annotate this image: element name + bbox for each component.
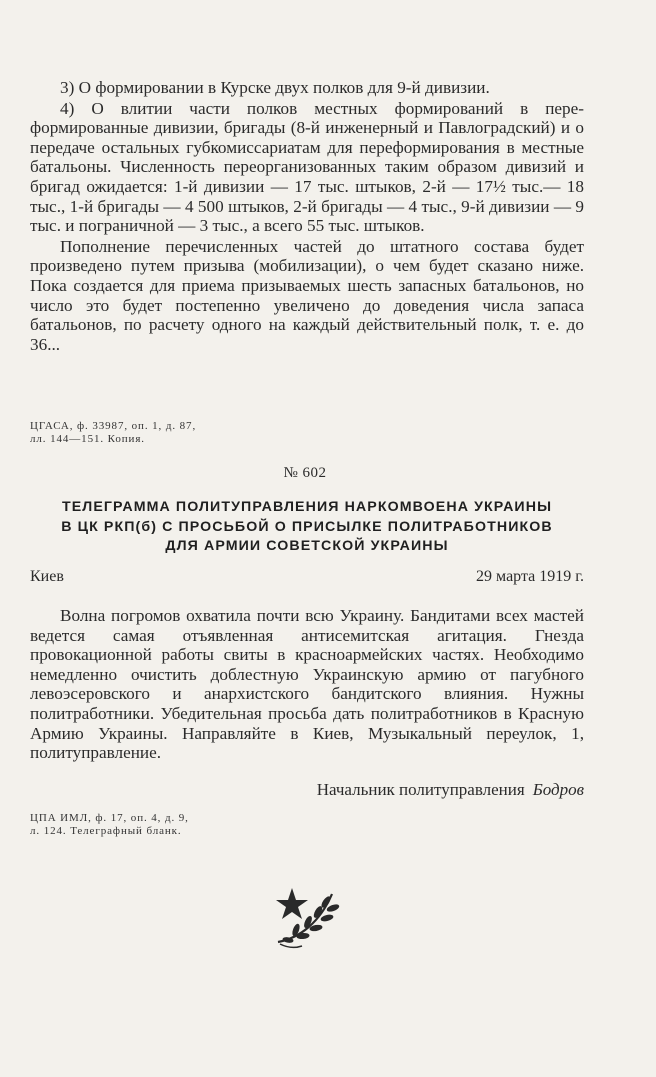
telegram-body [30,606,584,763]
paragraph-item-3: 3) О формировании в Курске двух полков для 9-й дивизии. [60,78,490,97]
source-line: лл. 144—151. Копия. [30,433,145,445]
signature-name: Бодров [532,780,584,799]
archive-source-top [30,420,584,446]
paragraph-replenishment: Пополнение перечисленных частей до штатного состава будет произведено путем призыва (мобилизации), о чем будет сказано ниже. Пока создается для приема призываемых шесть запасных батальонов, но число это будет постепенно увеличено до доведения числа запаса батальонов, по расчету одного на каждый действительный полк, т. е. до 36... [30,236,584,354]
title-line: ДЛЯ АРМИИ СОВЕТСКОЙ УКРАИНЫ [165,538,449,554]
signature-title: Начальник политуправления [316,780,525,799]
star-laurel-emblem-icon [270,880,350,960]
title-line: ТЕЛЕГРАММА ПОЛИТУПРАВЛЕНИЯ НАРКОМВОЕНА УКРАИНЫ [61,499,553,515]
archive-source-bottom [30,812,584,838]
document-date: 29 марта 1919 г. [476,568,584,585]
source-line: л. 124. Телеграфный бланк. [30,825,182,837]
source-line: ЦГАСА, ф. 33987, оп. 1, д. 87, [30,420,197,432]
source-line: ЦПА ИМЛ, ф. 17, оп. 4, д. 9, [30,812,189,824]
signature [317,780,584,800]
document-number: № 602 [283,465,327,481]
document-place: Киев [30,568,64,585]
telegram-text: Волна погромов охватила почти всю Украину. Бандитами всех мастей ведется самая отъявленная антисемитская агитация. Гнезда провокационной работы свиты в красноармейских частях. Необходимо немедленно очистить доблестную Украинскую армию от пагубного левоэсеровского и анархистского бандитского влияния. Нужны политработники. Убедительная просьба дать политработников в Красную Армию Украины. Направляйте в Киев, Музыкальный переулок, 1, политуправление. [30,606,584,763]
continued-text [30,78,584,354]
paragraph-item-4: 4) О влитии части полков местных формирований в переформированные дивизии, бригады (8-й инженерный и Павлоградский) и о передаче остальных губкомиссариатам для переформирования в местные батальоны. Численность переорганизованных таким образом дивизий и бригад ожидается: 1-й дивизии — 17 тыс. штыков, 2-й — 17½ тыс.— 18 тыс., 1-й бригады — 4 500 штыков, 2-й бригады — 4 тыс., 9-й дивизии — 9 тыс. и пограничной — 3 тыс., а всего 55 тыс. штыков. [30,98,584,236]
document-title [30,498,584,557]
title-line: В ЦК РКП(б) С ПРОСЬБОЙ О ПРИСЫЛКЕ ПОЛИТРАБОТНИКОВ [61,518,553,535]
